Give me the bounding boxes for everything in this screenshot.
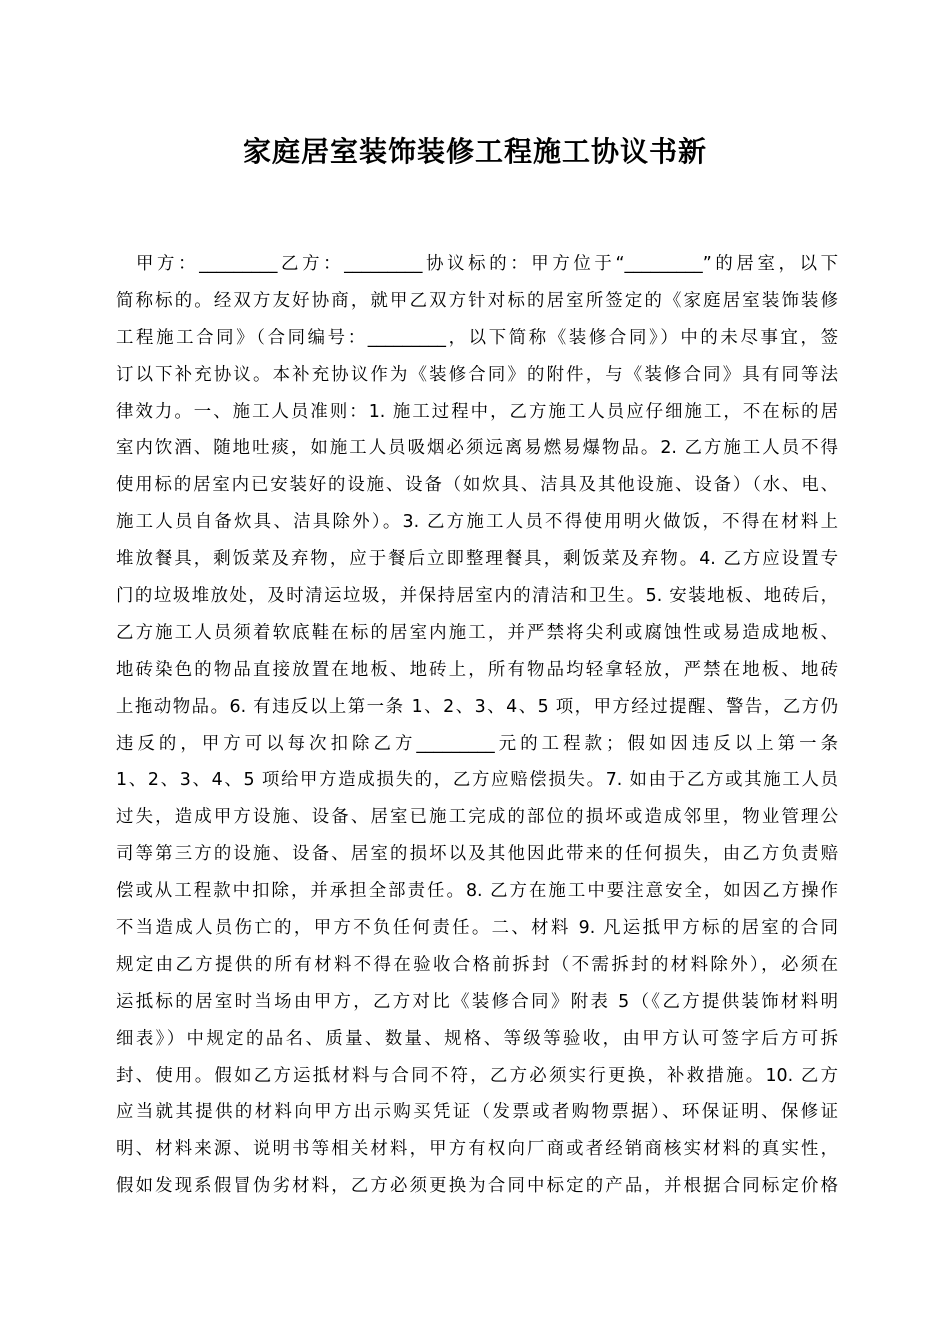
text-line: 假如发现系假冒伪劣材料，乙方必须更换为合同中标定的产品，并根据合同标定价格: [116, 1176, 838, 1197]
text-line: 施工人员自备炊具、洁具除外）。3. 乙方施工人员不得使用明火做饭，不得在材料上: [116, 512, 838, 533]
text-line: 违反的，甲方可以每次扣除乙方_________元的工程款；假如因违反以上第一条: [116, 733, 838, 754]
document-body: [116, 246, 838, 1205]
text-line: 细表》）中规定的品名、质量、数量、规格、等级等验收，由甲方认可签字后方可拆: [116, 1028, 838, 1049]
text-line: 司等第三方的设施、设备、居室的损坏以及其他因此带来的任何损失，由乙方负责赔: [116, 844, 838, 865]
text-line: 规定由乙方提供的所有材料不得在验收合格前拆封（不需拆封的材料除外），必须在: [116, 954, 838, 975]
text-line: 简称标的。经双方友好协商，就甲乙双方针对标的居室所签定的《家庭居室装饰装修: [116, 290, 838, 311]
text-line: 门的垃圾堆放处，及时清运垃圾，并保持居室内的清洁和卫生。5. 安装地板、地砖后，: [116, 586, 838, 607]
text-line: 室内饮酒、随地吐痰，如施工人员吸烟必须远离易燃易爆物品。2. 乙方施工人员不得: [116, 438, 838, 459]
text-line: 使用标的居室内已安装好的设施、设备（如炊具、洁具及其他设施、设备）（水、电、: [116, 475, 838, 496]
text-line: 1、2、3、4、5 项给甲方造成损失的，乙方应赔偿损失。7. 如由于乙方或其施工人员: [116, 770, 838, 791]
text-line: 律效力。一、施工人员准则：1. 施工过程中，乙方施工人员应仔细施工，不在标的居: [116, 401, 838, 422]
text-line: 乙方施工人员须着软底鞋在标的居室内施工，并严禁将尖利或腐蚀性或易造成地板、: [116, 622, 838, 643]
text-line: 不当造成人员伤亡的，甲方不负任何责任。二、材料 9. 凡运抵甲方标的居室的合同: [116, 918, 838, 939]
text-line: 工程施工合同》（合同编号：_________，以下简称《装修合同》）中的未尽事宜，签: [116, 327, 838, 348]
text-line: 封、使用。假如乙方运抵材料与合同不符，乙方必须实行更换，补救措施。10. 乙方: [116, 1065, 838, 1086]
document-title: 家庭居室装饰装修工程施工协议书新: [242, 135, 707, 168]
text-line: 甲方：_________乙方：_________协议标的：甲方位于“_________”的居室，以下: [136, 254, 838, 274]
text-line: 偿或从工程款中扣除，并承担全部责任。8. 乙方在施工中要注意安全，如因乙方操作: [116, 881, 838, 902]
text-line: 过失，造成甲方设施、设备、居室已施工完成的部位的损坏或造成邻里，物业管理公: [116, 807, 838, 828]
text-line: 堆放餐具，剩饭菜及弃物，应于餐后立即整理餐具，剩饭菜及弃物。4. 乙方应设置专: [116, 549, 838, 570]
text-line: 应当就其提供的材料向甲方出示购买凭证（发票或者购物票据）、环保证明、保修证: [116, 1102, 838, 1123]
text-line: 明、材料来源、说明书等相关材料，甲方有权向厂商或者经销商核实材料的真实性，: [116, 1139, 838, 1160]
text-line: 地砖染色的物品直接放置在地板、地砖上，所有物品均轻拿轻放，严禁在地板、地砖: [116, 659, 838, 680]
text-line: 运抵标的居室时当场由甲方，乙方对比《装修合同》附表 5（《乙方提供装饰材料明: [116, 991, 838, 1012]
text-line: 上拖动物品。6. 有违反以上第一条 1、2、3、4、5 项，甲方经过提醒、警告，乙方仍: [116, 696, 838, 717]
text-line: 订以下补充协议。本补充协议作为《装修合同》的附件，与《装修合同》具有同等法: [116, 364, 838, 385]
